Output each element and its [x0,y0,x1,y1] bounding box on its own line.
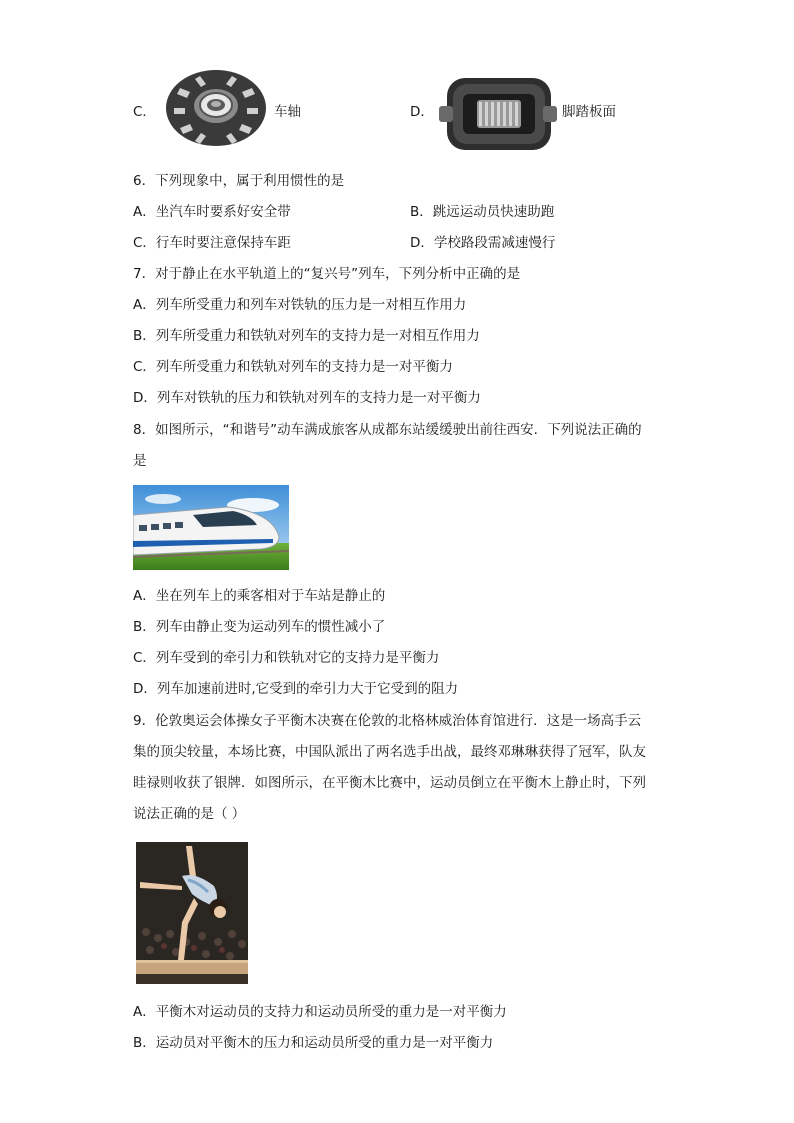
q7-option-d: D．列车对铁轨的压力和铁轨对列车的支持力是一对平衡力 [133,390,481,406]
q9-stem-line3: 眭禄则收获了银牌．如图所示，在平衡木比赛中，运动员倒立在平衡木上静止时，下列 [133,775,646,791]
axle-hub-image [160,68,272,154]
balance-beam-gymnast-image [136,842,248,984]
option-d-text: 脚踏板面 [562,104,616,120]
q6-option-c: C．行车时要注意保持车距 [133,235,291,251]
q8-option-a: A．坐在列车上的乘客相对于车站是静止的 [133,588,386,604]
high-speed-train-image [133,485,289,570]
q6-stem: 6．下列现象中，属于利用惯性的是 [133,173,345,189]
q9-option-a: A．平衡木对运动员的支持力和运动员所受的重力是一对平衡力 [133,1004,507,1020]
q6-option-a: A．坐汽车时要系好安全带 [133,204,291,220]
q9-stem-line4: 说法正确的是（ ） [133,806,246,822]
q8-stem-line1: 8．如图所示，“和谐号”动车满成旅客从成都东站缓缓驶出前往西安．下列说法正确的 [133,422,642,438]
q9-stem-line2: 集的顶尖较量，本场比赛，中国队派出了两名选手出战，最终邓琳琳获得了冠军，队友 [133,744,646,760]
pedal-image [437,70,559,158]
q8-option-d: D．列车加速前进时,它受到的牵引力大于它受到的阻力 [133,681,459,697]
q6-option-b: B．跳远运动员快速助跑 [410,204,555,220]
q7-stem: 7．对于静止在水平轨道上的“复兴号”列车，下列分析中正确的是 [133,266,521,282]
q7-option-c: C．列车所受重力和铁轨对列车的支持力是一对平衡力 [133,359,453,375]
q8-option-c: C．列车受到的牵引力和铁轨对它的支持力是平衡力 [133,650,440,666]
q8-option-b: B．列车由静止变为运动列车的惯性减小了 [133,619,386,635]
q7-option-b: B．列车所受重力和铁轨对列车的支持力是一对相互作用力 [133,328,480,344]
option-c-letter: C． [133,104,156,120]
q9-stem-line1: 9．伦敦奥运会体操女子平衡木决赛在伦敦的北格林威治体育馆进行．这是一场高手云 [133,713,642,729]
q6-option-d: D．学校路段需减速慢行 [410,235,556,251]
option-d-letter: D． [410,104,434,120]
q8-stem-line2: 是 [133,453,147,469]
q9-option-b: B．运动员对平衡木的压力和运动员所受的重力是一对平衡力 [133,1035,494,1051]
option-c-text: 车轴 [274,104,301,120]
q7-option-a: A．列车所受重力和列车对铁轨的压力是一对相互作用力 [133,297,467,313]
